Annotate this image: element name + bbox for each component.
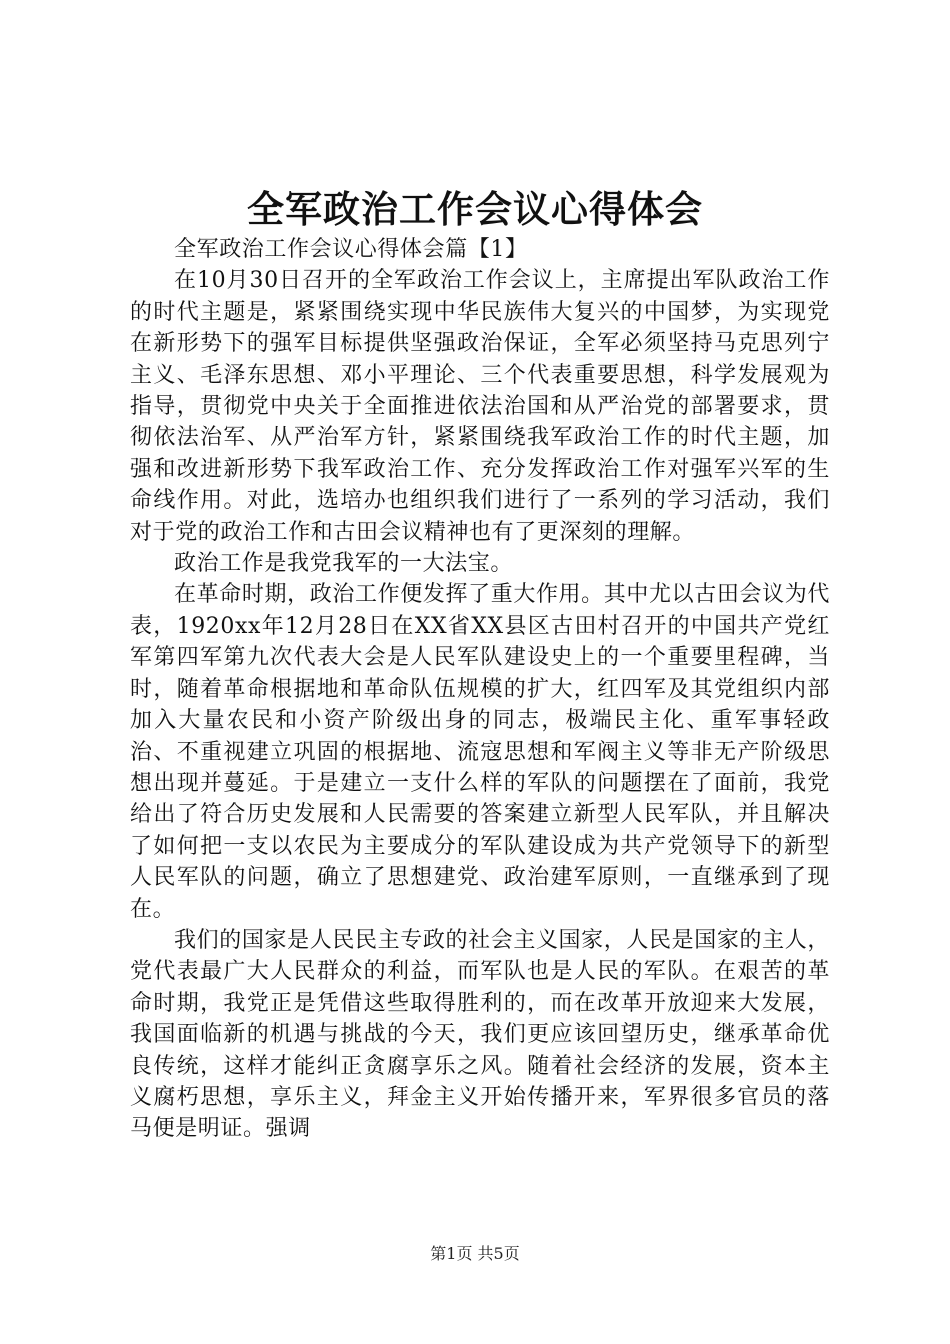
paragraph: 我们的国家是人民民主专政的社会主义国家，人民是国家的主人，党代表最广大人民群众的利益，而军队也是人民的军队。在艰苦的革命时期，我党正是凭借这些取得胜利的，而在改革开放迎来大发展，我国面临新的机遇与挑战的今天，我们更应该回望历史，继承革命优良传统，这样才能纠正贪腐享乐之风。随着社会经济的发展，资本主义腐朽思想，享乐主义，拜金主义开始传播开来，军界很多官员的落马便是明证。强调 <box>130 927 830 1142</box>
paragraph: 在革命时期，政治工作便发挥了重大作用。其中尤以古田会议为代表，1920xx年12月28日在XX省XX县区古田村召开的中国共产党红军第四军第九次代表大会是人民军队建设史上的一个重要里程碑，当时，随着革命根据地和革命队伍规模的扩大，红四军及其党组织内部加入大量农民和小资产阶级出身的同志，极端民主化、重军事轻政治、不重视建立巩固的根据地、流寇思想和军阀主义等非无产阶级思想出现并蔓延。于是建立一支什么样的军队的问题摆在了面前，我党给出了符合历史发展和人民需要的答案建立新型人民军队，并且解决了如何把一支以农民为主要成分的军队建设成为共产党领导下的新型人民军队的问题，确立了思想建党、政治建军原则，一直继承到了现在。 <box>130 582 830 922</box>
page-footer: 第1页 共5页 <box>430 1244 520 1263</box>
document-body <box>130 234 830 1145</box>
paragraph: 在10月30日召开的全军政治工作会议上，主席提出军队政治工作的时代主题是，紧紧围绕实现中华民族伟大复兴的中国梦，为实现党在新形势下的强军目标提供坚强政治保证，全军必须坚持马克思列宁主义、毛泽东思想、邓小平理论、三个代表重要思想，科学发展观为指导，贯彻党中央关于全面推进依法治国和从严治党的部署要求，贯彻依法治军、从严治军方针，紧紧围绕我军政治工作的时代主题，加强和改进新形势下我军政治工作、充分发挥政治工作对强军兴军的生命线作用。对此，选培办也组织我们进行了一系列的学习活动，我们对于党的政治工作和古田会议精神也有了更深刻的理解。 <box>130 268 830 545</box>
section-heading: 全军政治工作会议心得体会篇【1】 <box>174 237 528 262</box>
document-title: 全军政治工作会议心得体会 <box>247 187 703 231</box>
paragraph: 政治工作是我党我军的一大法宝。 <box>174 551 514 577</box>
